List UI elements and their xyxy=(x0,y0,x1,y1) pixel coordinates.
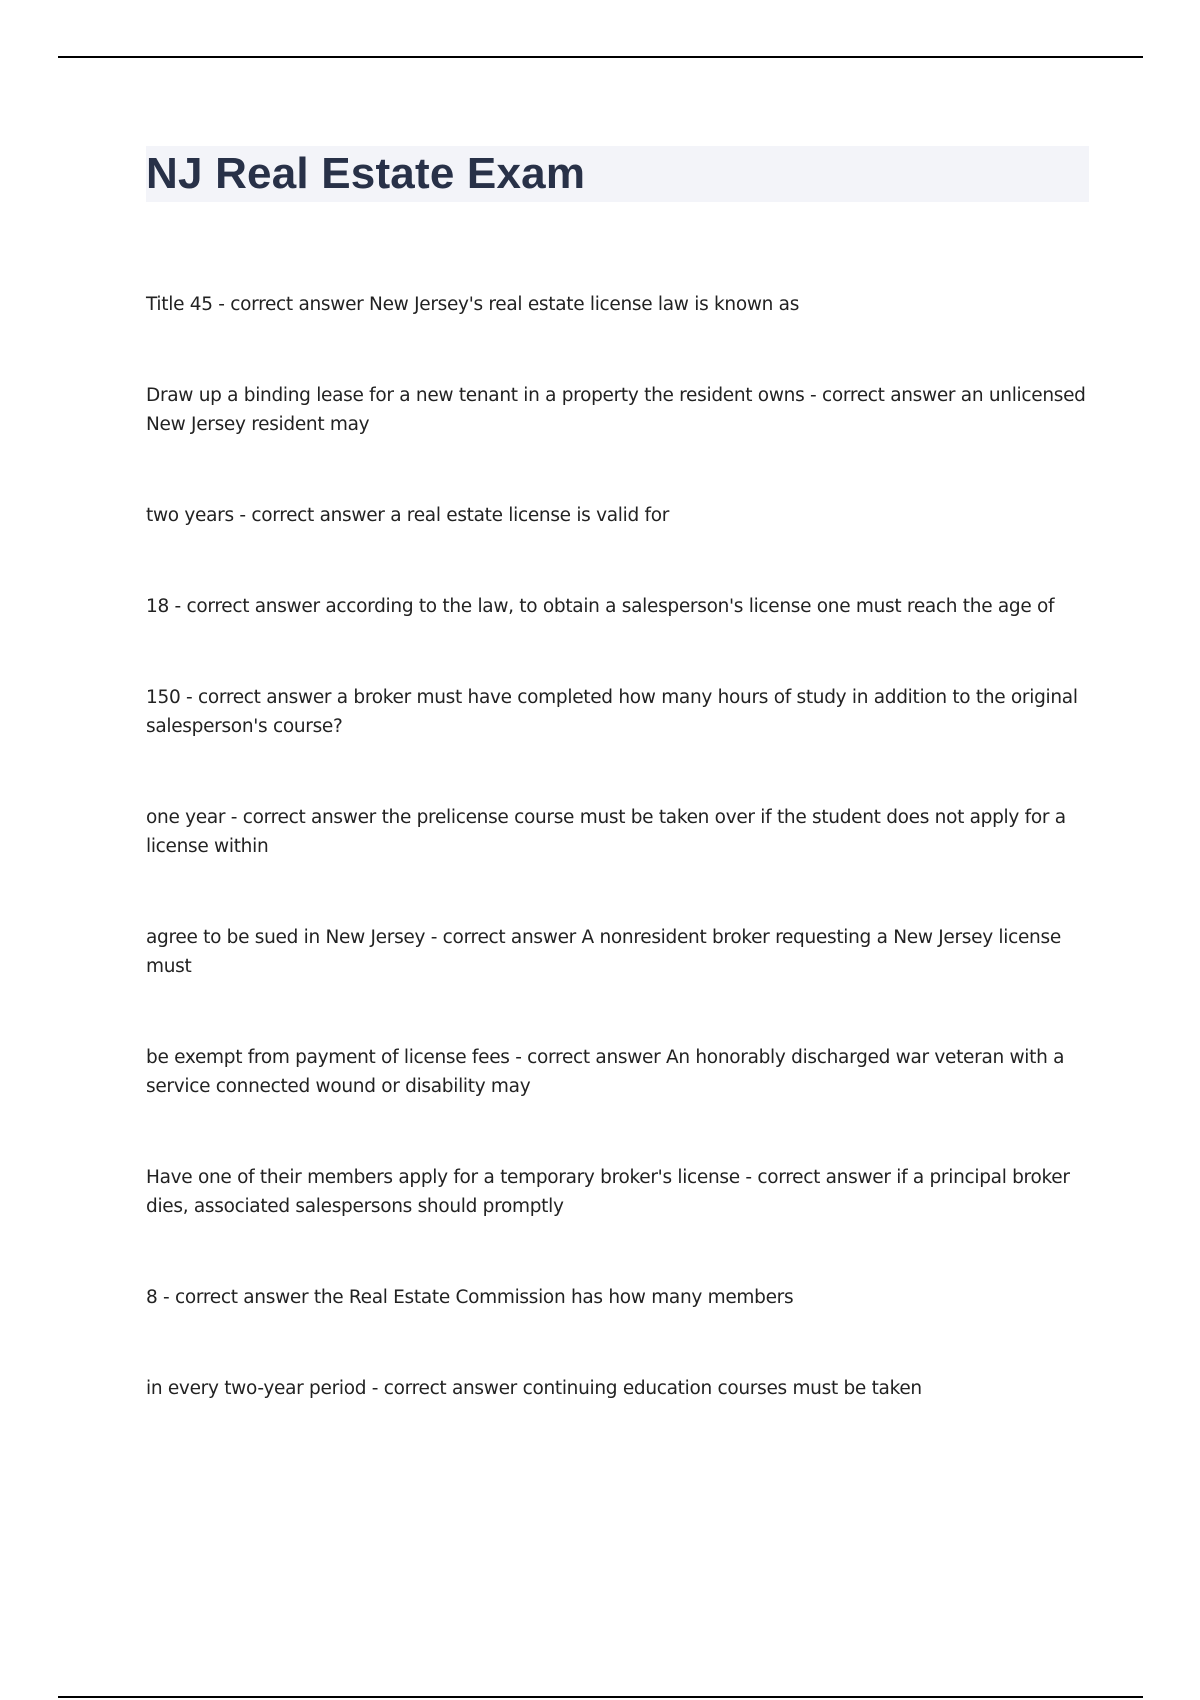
list-item: 150 - correct answer a broker must have completed how many hours of study in addition to the original salesperson's course? xyxy=(146,687,1078,737)
page-title: NJ Real Estate Exam xyxy=(146,149,586,198)
list-item: agree to be sued in New Jersey - correct answer A nonresident broker requesting a New Jersey license must xyxy=(146,927,1061,977)
list-item: be exempt from payment of license fees - correct answer An honorably discharged war veteran with a service connected wound or disability may xyxy=(146,1047,1065,1097)
list-item: Title 45 - correct answer New Jersey's real estate license law is known as xyxy=(146,294,800,315)
list-item: Have one of their members apply for a temporary broker's license - correct answer if a principal broker dies, associated salespersons should promptly xyxy=(146,1167,1070,1217)
list-item: in every two-year period - correct answer continuing education courses must be taken xyxy=(146,1378,922,1399)
list-item: 8 - correct answer the Real Estate Commission has how many members xyxy=(146,1287,794,1308)
list-item: 18 - correct answer according to the law, to obtain a salesperson's license one must reach the age of xyxy=(146,596,1055,617)
title-banner xyxy=(146,146,1089,202)
question-answer-list xyxy=(146,290,1089,1403)
list-item: one year - correct answer the prelicense course must be taken over if the student does not apply for a license within xyxy=(146,807,1066,857)
list-item: Draw up a binding lease for a new tenant in a property the resident owns - correct answer an unlicensed New Jersey resident may xyxy=(146,385,1086,435)
document-body xyxy=(146,146,1089,1465)
header-rule xyxy=(58,56,1143,58)
list-item: two years - correct answer a real estate license is valid for xyxy=(146,505,670,526)
footer-rule xyxy=(58,1696,1143,1698)
